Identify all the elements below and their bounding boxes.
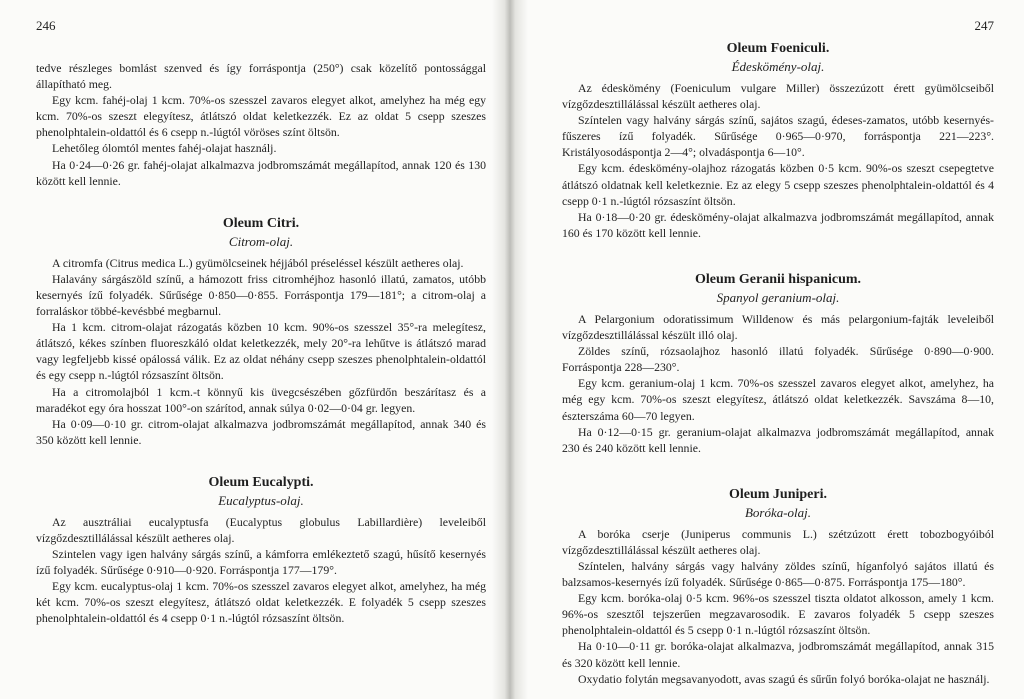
paragraph: Ha a citromolajból 1 kcm.-t könnyű kis üvegcsészében gőzfürdőn beszárítasz és a maradékot egy óra hosszat 100°-on szárítod, annak súlya 0·02—0·04 gr. legyen. xyxy=(36,384,486,415)
section-subtitle: Boróka-olaj. xyxy=(744,504,812,520)
section-oleum-citri xyxy=(36,215,486,448)
paragraph: Egy kcm. boróka-olaj 0·5 kcm. 96%-os szesszel tiszta oldatot alkosson, amely 1 kcm. 96%-os szesztől tejszerűen megzavarosodik. E zavaros folyadék 5 csepp szeszes phenolphtalein-oldattól és 5 csepp 0·1 n.-lúgtól rózsaszínt öltsön. xyxy=(562,591,994,638)
section-title: Oleum Foeniculi. xyxy=(726,41,830,56)
section-oleum-foeniculi xyxy=(562,40,994,241)
paragraph: Ha 1 kcm. citrom-olajat rázogatás közben 10 kcm. 90%-os szesszel 35°-ra melegítesz, átlátszó, kékes színben fluoreszkáló oldat keletkezzék, mely 20°-ra lehűtve is átlátszó marad vagy legfeljebb kissé opálossá válik. Ez az oldat néhány csepp szeszes phenolphtalein-oldattól és egy csepp n.-lúgtól rózsaszínt öltsön. xyxy=(36,320,486,383)
paragraph: Zöldes színű, rózsaolajhoz hasonló illatú folyadék. Sűrűsége 0·890—0·900. Forráspontja 228—230°. xyxy=(562,344,994,375)
paragraph: Egy kcm. édesköménу-olajhoz rázogatás közben 0·5 kcm. 90%-os szeszt csepegtetve átlátszó oldatnak kell keletkeznie. Ez az elegy 5 csepp szeszes phenolphtalein-oldattól és 4 csepp 0·1 n.-lúgtól rózsaszínt öltsön. xyxy=(562,161,994,208)
paragraph: A boróka cserje (Juniperus communis L.) szétzúzott érett tobozbogyóiból vízgőzdesztillálással készült aetheres olaj. xyxy=(562,526,994,557)
paragraph: Egy kcm. eucalyptus-olaj 1 kcm. 70%-os szesszel zavaros elegyet alkot, amelyhez, ha még két kcm. 70%-os szeszt elegyítesz, átlátszó oldat keletkezzék. E folyadék 5 csepp szeszes phenolphtalein-oldattól és 4 csepp 0·1 n.-lúgtól rózsaszínt öltsön. xyxy=(36,579,486,626)
paragraph: Oxydatio folytán megsavanyodott, avas szagú és sűrűn folyó boróka-olajat ne használj. xyxy=(578,671,990,686)
section-subtitle: Eucalyptus-olaj. xyxy=(218,492,304,508)
section-oleum-eucalypti xyxy=(36,474,486,627)
paragraph: tedve részleges bomlást szenved és így forráspontja (250°) csak közelítő pontossággal állapítható meg. xyxy=(36,61,486,92)
section-title: Oleum Juniperi. xyxy=(728,486,827,502)
paragraph: Ha 0·12—0·15 gr. geranium-olajat alkalmazva jodbromszámát megállapítod, annak 230 és 240 között kell lennie. xyxy=(562,424,994,455)
section-subtitle: Spanyol geranium-olaj. xyxy=(716,289,840,305)
paragraph: Ha 0·18—0·20 gr. édesköménу-olajat alkalmazva jodbromszámát megállapítod, annak 160 és 170 között kell lennie. xyxy=(562,209,994,240)
paragraph: Ha 0·24—0·26 gr. fahéj-olajat alkalmazva jodbromszámát megállapítod, annak 120 és 130 között kell lennie. xyxy=(36,157,486,188)
paragraph: A citromfa (Citrus medica L.) gyümölcseinek héjjából préseléssel készült aetheres olaj. xyxy=(52,255,464,270)
page-number-right: 247 xyxy=(974,18,994,33)
continuation-cinnamon-oil xyxy=(36,60,486,189)
paragraph: Színtelen vagy halvány sárgás színű, sajátos szagú, édeses-zamatos, utóbb kesernyés-fűszeres ízű folyadék. Sűrűsége 0·965—0·970, forráspontja 221—223°. Kristályosodáspontja 2—4°; olvadáspontja 6—10°. xyxy=(562,113,994,160)
paragraph: Szintelen vagy igen halvány sárgás színű, a kámforra emlékeztető szagú, hűsítő kesernyés ízű folyadék. Sűrűsége 0·910—0·920. Forráspontja 177—179°. xyxy=(36,547,486,578)
paragraph: Az ausztráliai eucalyptusfa (Eucalyptus globulus Labillardière) leveleiből vízgőzdesztillálással készült aetheres olaj. xyxy=(36,514,486,545)
paragraph: Egy kcm. fahéj-olaj 1 kcm. 70%-os szesszel zavaros elegyet alkot, amelyhez ha még egy kcm. 70%-os szeszt elegyítesz, átlátszó oldat keletkezzék. Ez az oldat 5 csepp szeszes phenolphtalein-oldattól és 6 csepp n.-lúgtól vöröses színt öltsön. xyxy=(36,93,486,140)
left-page-column xyxy=(36,60,486,627)
section-subtitle: Citrom-olaj. xyxy=(228,233,294,249)
section-oleum-juniperi xyxy=(562,486,994,687)
paragraph: Egy kcm. geranium-olaj 1 kcm. 70%-os szesszel zavaros elegyet alkot, amelyhez, ha még egy kcm. 70%-os szeszt elegyítesz, átlátszó oldat keletkezzék. Savszáma 8—10, észterszáma 60—70 legyen. xyxy=(562,376,994,423)
paragraph: Lehetőleg ólomtól mentes fahéj-olajat használj. xyxy=(52,141,277,156)
paragraph: Ha 0·09—0·10 gr. citrom-olajat alkalmazva jodbromszámát megállapítod, annak 340 és 350 között kell lennie. xyxy=(36,416,486,447)
section-oleum-geranii xyxy=(562,271,994,456)
section-title: Oleum Citri. xyxy=(222,215,300,231)
section-title: Oleum Eucalypti. xyxy=(208,474,314,490)
paragraph: A Pelargonium odoratissimum Willdenow és más pelargonium-fajták leveleiből vízgőzdesztillálással készült illó olaj. xyxy=(562,311,994,343)
paragraph: Az édeskömény (Foeniculum vulgare Miller) összezúzott érett gyümölcseiből vízgőzdesztillálással készült aetheres olaj. xyxy=(562,81,994,112)
right-page xyxy=(520,0,1024,699)
paragraph: Halavány sárgászöld színű, a hámozott friss citromhéjhoz hasonló illatú, zamatos, utóbb kesernyés ízű folyadék. Sűrűsége 0·850—0·855. Forráspontja 179—181°; a citrom-olaj a forraláskor többé-kevésbbé megbarnul. xyxy=(36,271,486,319)
right-page-column xyxy=(562,40,994,687)
section-subtitle: Édesköménу-olaj. xyxy=(731,59,825,74)
section-title: Oleum Geranii hispanicum. xyxy=(694,271,862,287)
page-number-left: 246 xyxy=(36,18,56,33)
left-page xyxy=(0,0,500,699)
paragraph: Színtelen, halvány sárgás vagy halvány zöldes színű, híganfolyó sajátos illatú és balzsamos-kesernyés ízű folyadék. Sűrűsége 0·865—0·875. Forráspontja 175—180°. xyxy=(562,558,994,590)
paragraph: Ha 0·10—0·11 gr. boróka-olajat alkalmazva, jodbromszámát megállapítod, annak 315 és 320 között kell lennie. xyxy=(562,639,994,670)
